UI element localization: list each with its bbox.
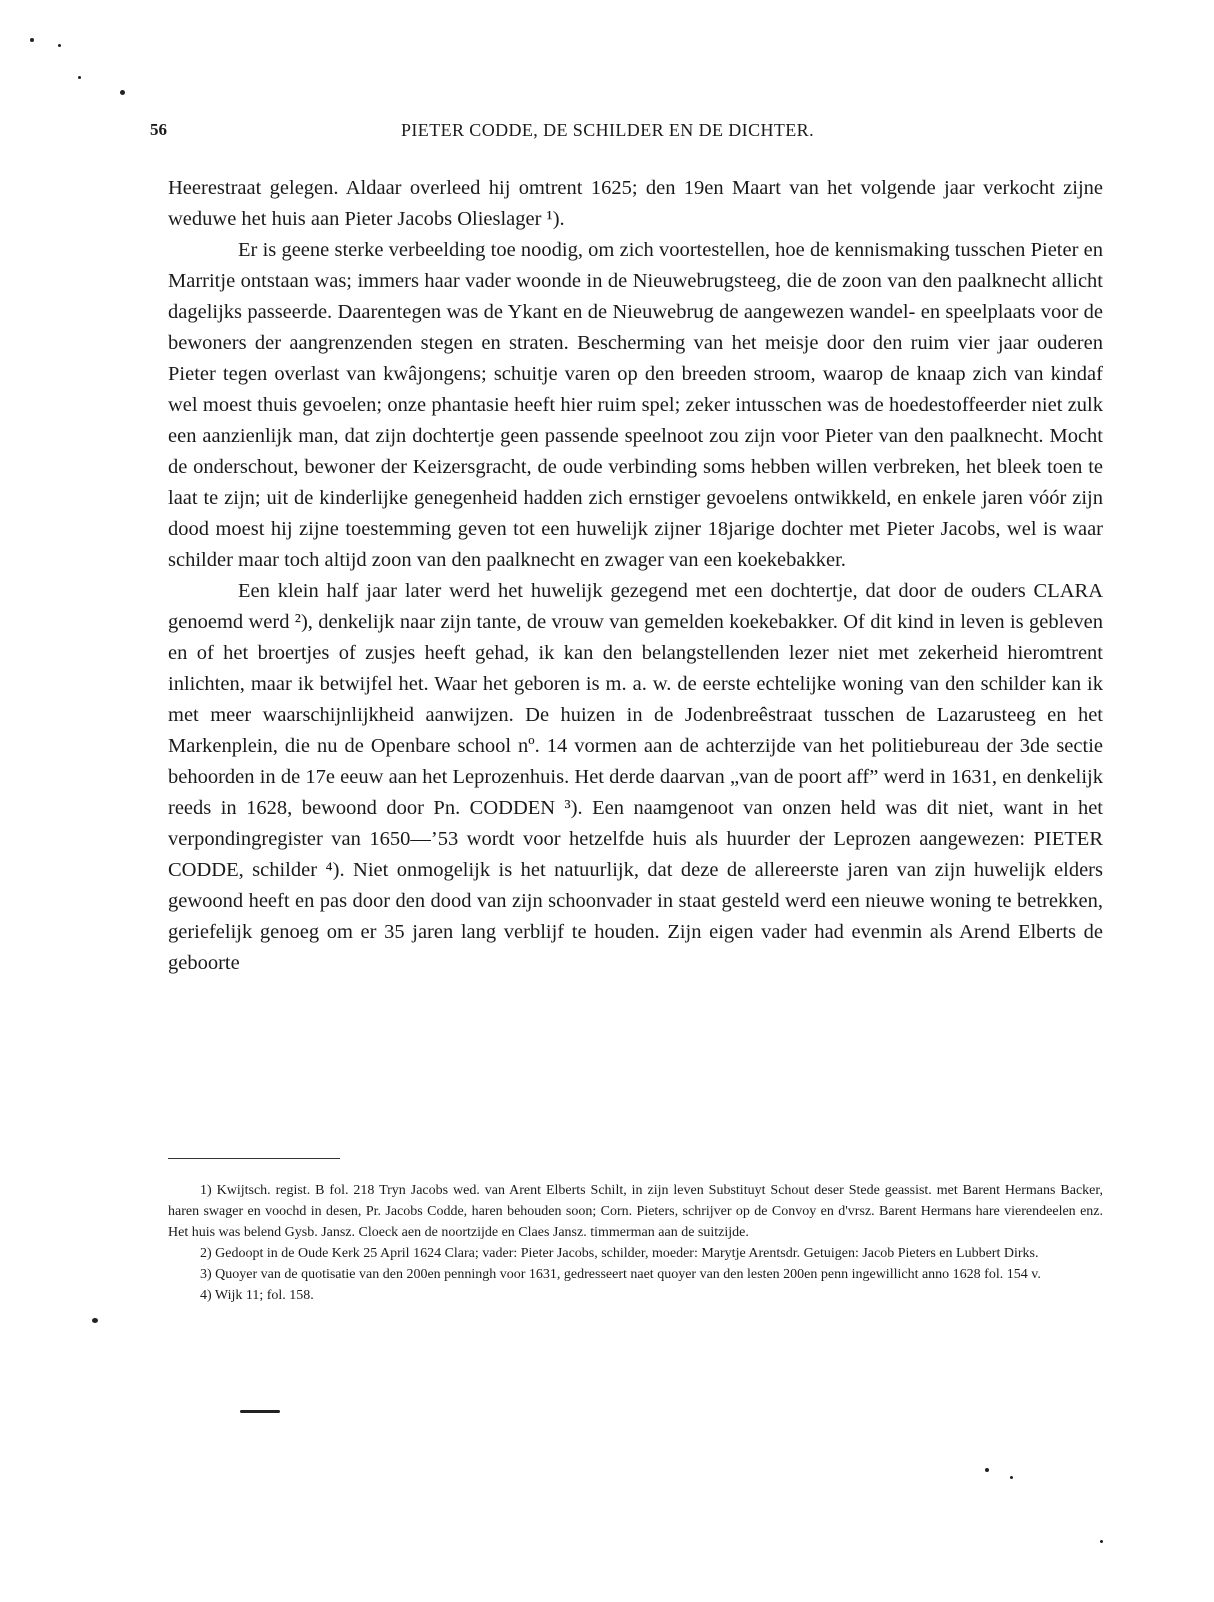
page-number: 56 bbox=[150, 120, 167, 139]
footnote-1: 1) Kwijtsch. regist. B fol. 218 Tryn Jacobs wed. van Arent Elberts Schilt, in zijn leven Substituyt Schout deser Stede geassist. met Barent Hermans Backer, haren swager en voochd in desen, Pr. Jacobs Codde, haren behouden soon; Corn. Pieters, schrijver op de Convoy en d'vrsz. Barent Hermans hare vierendeelen enz. Het huis was belend Gysb. Jansz. Cloeck aen de noortzijde en Claes Jansz. timmerman aan de suitzijde. bbox=[168, 1183, 1103, 1240]
running-header bbox=[150, 120, 1065, 150]
footnote-4: 4) Wijk 11; fol. 158. bbox=[200, 1288, 314, 1303]
scan-speck bbox=[58, 44, 61, 47]
footnote-2: 2) Gedoopt in de Oude Kerk 25 April 1624 Clara; vader: Pieter Jacobs, schilder, moeder: Marytje Arentsdr. Getuigen: Jacob Pieters en Lubbert Dirks. bbox=[200, 1246, 1039, 1261]
footnote-separator bbox=[168, 1158, 340, 1159]
paragraph-1: Heerestraat gelegen. Aldaar overleed hij omtrent 1625; den 19en Maart van het volgende jaar verkocht zijne weduwe het huis aan Pieter Jacobs Olieslager ¹). bbox=[168, 177, 1103, 230]
footnotes bbox=[168, 1180, 1103, 1306]
paragraph-2: Er is geene sterke verbeelding toe noodig, om zich voortestellen, hoe de kennismaking tusschen Pieter en Marritje ontstaan was; immers haar vader woonde in de Nieuwebrugsteeg, die de zoon van den paalknecht allicht dagelijks passeerde. Daarentegen was de Ykant en de Nieuwebrug de aangewezen wandel- en speelplaats voor de bewoners der aangrenzenden stegen en straten. Bescherming van het meisje door den ruim vier jaar ouderen Pieter tegen overlast van kwâjongens; schuitje varen op den breeden stroom, waarop de knaap zich van kindaf wel moest thuis gevoelen; onze phantasie heeft hier ruim spel; zeker intusschen was de hoedestoffeerder niet zulk een aanzienlijk man, dat zijn dochtertje geen passende speelnoot zou zijn voor Pieter van den paalknecht. Mocht de onderschout, bewoner der Keizersgracht, de oude verbinding soms hebben willen verbreken, het bleek toen te laat te zijn; uit de kinderlijke genegenheid hadden zich ernstiger gevoelens ontwikkeld, en enkele jaren vóór zijn dood moest hij zijne toestemming geven tot een huwelijk zijner 18jarige dochter met Pieter Jacobs, wel is waar schilder maar toch altijd zoon van den paalknecht en zwager van een koekebakker. bbox=[168, 239, 1103, 571]
scan-speck bbox=[1100, 1540, 1103, 1543]
scan-speck bbox=[1010, 1476, 1013, 1479]
footnote-3: 3) Quoyer van de quotisatie van den 200en penningh voor 1631, gedresseert naet quoyer van den lesten 200en penn ingewillicht anno 1628 fol. 154 v. bbox=[200, 1267, 1041, 1282]
scan-speck bbox=[240, 1410, 280, 1413]
scan-speck bbox=[92, 1318, 98, 1323]
scan-speck bbox=[78, 76, 81, 79]
scan-speck bbox=[30, 38, 34, 42]
running-title: PIETER CODDE, DE SCHILDER EN DE DICHTER. bbox=[401, 120, 814, 140]
paragraph-3: Een klein half jaar later werd het huwelijk gezegend met een dochtertje, dat door de ouders CLARA genoemd werd ²), denkelijk naar zijn tante, de vrouw van gemelden koekebakker. Of dit kind in leven is gebleven en of het broertjes of zusjes heeft gehad, ik kan den belangstellenden lezer niet met zekerheid hieromtrent inlichten, maar ik betwijfel het. Waar het geboren is m. a. w. de eerste echtelijke woning van den schilder kan ik met meer waarschijnlijkheid aanwijzen. De huizen in de Jodenbreêstraat tusschen de Lazarusteeg en het Markenplein, die nu de Openbare school nº. 14 vormen aan de achterzijde van het politiebureau der 3de sectie behoorden in de 17e eeuw aan het Leprozenhuis. Het derde daarvan „van de poort aff” werd in 1631, en denkelijk reeds in 1628, bewoond door Pn. CODDEN ³). Een naamgenoot van onzen held was dit niet, want in het verpondingregister van 1650—’53 wordt voor hetzelfde huis als huurder der Leprozen aangewezen: PIETER CODDE, schilder ⁴). Niet onmogelijk is het natuurlijk, dat deze de allereerste jaren van zijn huwelijk elders gewoond heeft en pas door den dood van zijn schoonvader in staat gesteld werd een nieuwe woning te betrekken, geriefelijk genoeg om er 35 jaren lang verblijf te houden. Zijn eigen vader had evenmin als Arend Elberts de geboorte bbox=[168, 580, 1103, 974]
body-text bbox=[168, 173, 1103, 979]
scan-speck bbox=[120, 90, 125, 95]
scan-speck bbox=[985, 1468, 989, 1472]
